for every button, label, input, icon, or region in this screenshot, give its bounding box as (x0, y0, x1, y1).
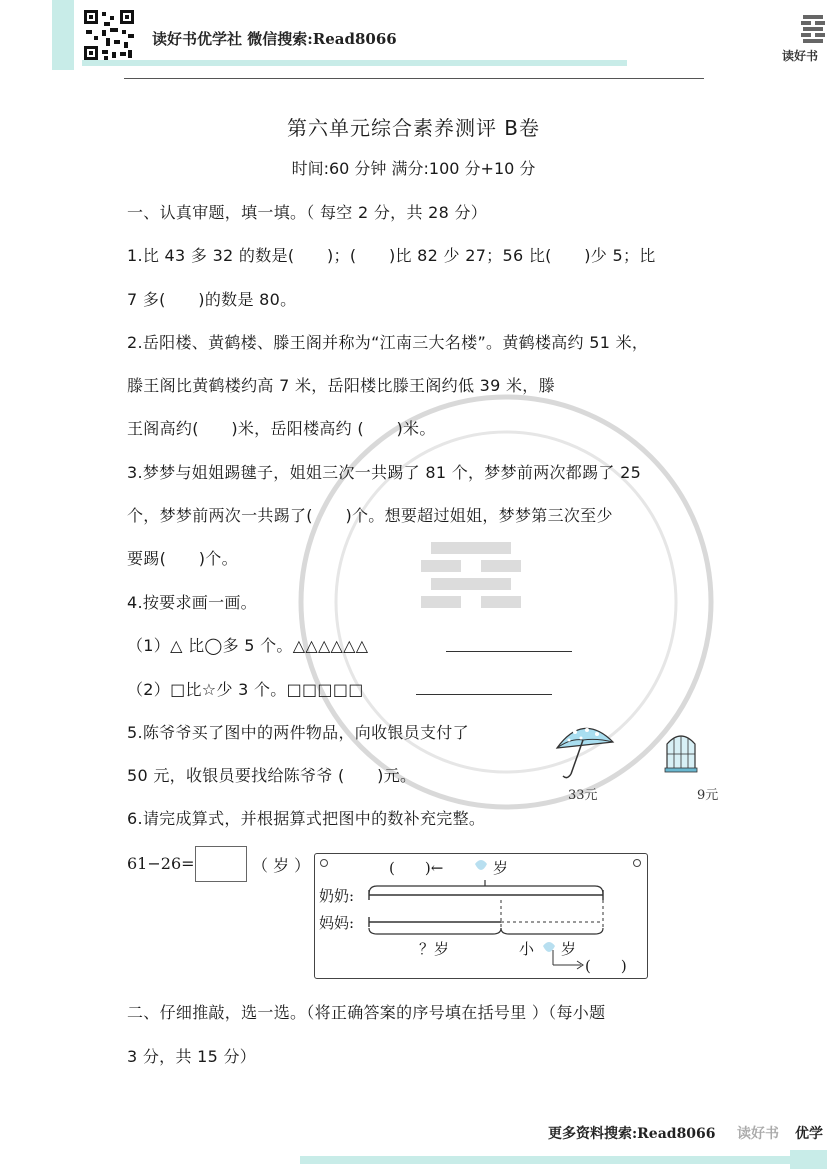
header-rule (124, 78, 704, 79)
watermark-seal (296, 392, 719, 812)
q6-line: 6.请完成算式，并根据算式把图中的数补充完整。 (127, 809, 486, 828)
diagram-mom-label: 妈妈: (319, 914, 355, 932)
footer-brand2: 优学 (795, 1126, 823, 1142)
q1-line1: 1.比 43 多 32 的数是( )；( )比 82 少 27；56 比( )少 5；比 (127, 246, 656, 265)
diagram-bottom-left: ？岁 (419, 940, 450, 958)
page-subtitle: 时间:60 分钟 满分:100 分+10 分 (291, 159, 536, 178)
qr-code (82, 8, 136, 62)
birdcage-icon (663, 730, 699, 774)
q4-item1: （1）△ 比◯多 5 个。△△△△△△ (127, 636, 369, 655)
umbrella-icon (553, 718, 617, 782)
q1-line2: 7 多( )的数是 80。 (127, 290, 297, 309)
umbrella-price: 33元 (568, 788, 598, 803)
q5-line1: 5.陈爷爷买了图中的两件物品，向收银员支付了 (127, 723, 469, 742)
footer-corner-bar (790, 1150, 827, 1169)
q4-item1-answer-line[interactable] (446, 651, 572, 652)
footer-teal-bar (300, 1156, 827, 1164)
q4-item2: （2）□比☆少 3 个。□□□□□ (127, 680, 364, 699)
diagram-bottom-right-prefix: 小 (519, 940, 535, 958)
diagram-grandma-label: 奶奶: (319, 887, 355, 905)
diagram-bottom-paren: ( ) (585, 957, 627, 975)
section2-heading-line2: 3 分，共 15 分） (127, 1047, 257, 1066)
footer-search-text: 更多资料搜索:Read8066 (548, 1126, 716, 1142)
q3-line3: 要踢( )个。 (127, 549, 238, 568)
diagram-top-unit: 岁 (493, 859, 509, 877)
logo-icon (801, 14, 825, 44)
birdcage-price: 9元 (697, 788, 719, 803)
section1-heading: 一、认真审题，填一填。（ 每空 2 分，共 28 分） (127, 203, 488, 222)
q4-heading: 4.按要求画一画。 (127, 593, 257, 612)
diagram-bottom-right-unit: 岁 (561, 940, 577, 958)
q2-line3: 王阁高约( )米，岳阳楼高约 ( )米。 (127, 419, 436, 438)
q6-answer-box[interactable] (195, 846, 247, 882)
q2-line1: 2.岳阳楼、黄鹤楼、滕王阁并称为“江南三大名楼”。黄鹤楼高约 51 米， (127, 333, 649, 352)
diagram-top-label: ( )← (389, 859, 444, 877)
q5-line2: 50 元，收银员要找给陈爷爷 ( )元。 (127, 766, 417, 785)
age-diagram (314, 853, 648, 979)
header-brand-text: 读好书优学社 微信搜索:Read8066 (152, 30, 397, 48)
page-title: 第六单元综合素养测评 B卷 (286, 116, 541, 140)
q2-line2: 滕王阁比黄鹤楼约高 7 米，岳阳楼比滕王阁约低 39 米，滕 (127, 376, 555, 395)
q6-equation: 61−26= (127, 854, 195, 873)
q3-line1: 3.梦梦与姐姐踢毽子，姐姐三次一共踢了 81 个，梦梦前两次都踢了 25 (127, 463, 642, 482)
q4-item2-answer-line[interactable] (416, 694, 552, 695)
footer-brand1: 读好书 (737, 1126, 779, 1142)
header-underline-teal (82, 60, 627, 66)
q3-line2: 个，梦梦前两次一共踢了( )个。想要超过姐姐，梦梦第三次至少 (127, 506, 613, 525)
logo-text: 读好书 (782, 49, 819, 63)
q6-unit: （ 岁 ） (252, 856, 311, 875)
header-accent-bar (52, 0, 74, 70)
section2-heading-line1: 二、仔细推敲，选一选。（将正确答案的序号填在括号里 ）（每小题 (127, 1003, 606, 1022)
